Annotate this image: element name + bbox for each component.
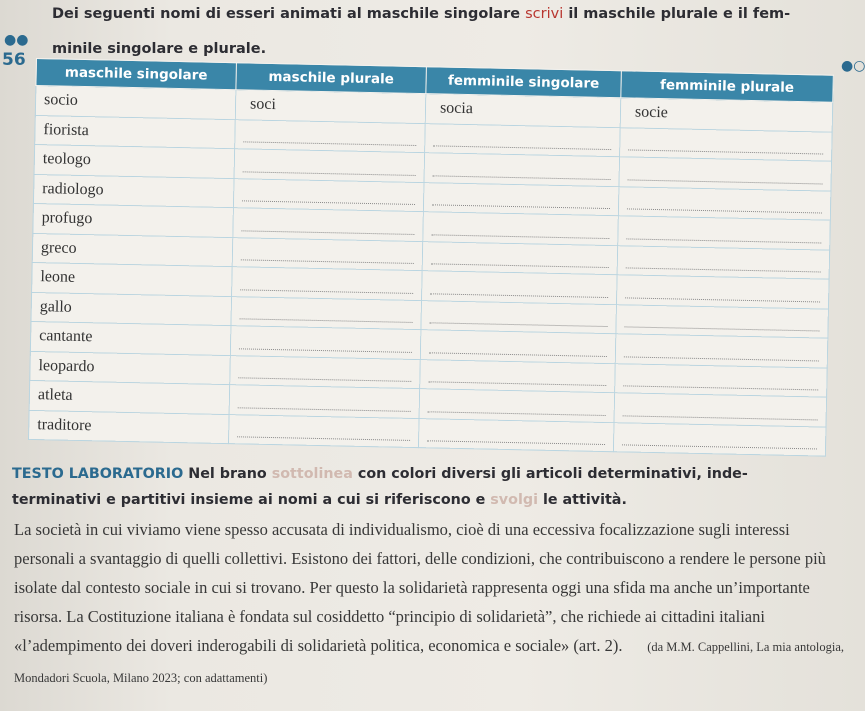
decorative-dots-icon: ●● (4, 32, 29, 48)
lab-faint-1: sottolinea (271, 466, 353, 482)
cell-blank[interactable] (231, 296, 422, 329)
lab-text-2: con colori diversi gli articoli determinativi, inde- (352, 466, 748, 482)
cell-blank[interactable] (618, 216, 831, 250)
cell-given: greco (32, 233, 233, 267)
passage-source: (da M.M. Cappellini, La mia antologia, Mondadori Scuola, Milano 2023; con adattamenti) (14, 640, 845, 685)
lab-instructions (12, 461, 857, 513)
cell-blank[interactable] (420, 359, 616, 393)
cell-blank[interactable] (618, 186, 831, 220)
cell-blank[interactable] (615, 334, 828, 368)
exercise-title-highlight: scrivi (525, 6, 564, 22)
cell-blank[interactable] (616, 304, 829, 338)
cell-blank[interactable] (424, 153, 620, 187)
cell-blank[interactable] (617, 245, 830, 279)
cell-blank[interactable] (234, 149, 425, 182)
exercise-title (52, 4, 857, 24)
cell-given: fiorista (35, 115, 236, 149)
exercise-title-post: il maschile plurale e il fem- (563, 6, 791, 22)
cell-given: gallo (31, 292, 232, 326)
decorative-dots-right-icon: ●○ (841, 58, 865, 74)
lab-text-1: Nel brano (183, 466, 272, 482)
header-maschile-plurale: maschile plurale (236, 63, 427, 94)
exercise-subtitle: minile singolare e plurale. (52, 41, 267, 57)
cell-blank[interactable] (616, 275, 829, 309)
lab-text-4: le attività. (537, 492, 627, 508)
lab-text-3: terminativi e partitivi insieme ai nomi a cui si riferiscono e (12, 492, 491, 508)
cell-answer: socie (620, 98, 833, 132)
cell-given: profugo (33, 203, 234, 237)
cell-blank[interactable] (421, 300, 617, 334)
cell-given: cantante (30, 321, 231, 355)
header-maschile-singolare: maschile singolare (36, 59, 237, 90)
cell-given: socio (35, 86, 236, 120)
lab-faint-2: svolgi (490, 492, 538, 508)
exercise-table (28, 58, 834, 457)
cell-answer: socia (425, 94, 621, 128)
cell-blank[interactable] (233, 208, 424, 241)
cell-given: traditore (29, 410, 230, 444)
cell-blank[interactable] (229, 385, 420, 418)
cell-blank[interactable] (619, 157, 832, 191)
cell-blank[interactable] (419, 389, 615, 423)
cell-blank[interactable] (614, 393, 827, 427)
cell-blank[interactable] (615, 363, 828, 397)
lab-tag: TESTO LABORATORIO (12, 466, 184, 482)
cell-blank[interactable] (418, 418, 614, 452)
cell-given: atleta (29, 380, 230, 414)
passage (14, 515, 854, 693)
cell-blank[interactable] (235, 119, 426, 152)
cell-blank[interactable] (233, 178, 424, 211)
cell-blank[interactable] (423, 182, 619, 216)
cell-given: leopardo (30, 351, 231, 385)
cell-given: teologo (34, 144, 235, 178)
cell-blank[interactable] (423, 212, 619, 246)
header-femminile-plurale: femminile plurale (621, 71, 834, 102)
cell-blank[interactable] (620, 127, 833, 161)
cell-blank[interactable] (425, 123, 621, 157)
cell-answer: soci (235, 90, 426, 123)
exercise-number: 56 (2, 50, 26, 70)
exercise-title-pre: Dei seguenti nomi di esseri animati al maschile singolare (52, 6, 526, 22)
cell-blank[interactable] (232, 267, 423, 300)
cell-blank[interactable] (232, 237, 423, 270)
cell-given: radiologo (33, 174, 234, 208)
header-femminile-singolare: femminile singolare (426, 67, 622, 98)
cell-blank[interactable] (228, 414, 419, 447)
cell-blank[interactable] (230, 355, 421, 388)
cell-blank[interactable] (422, 241, 618, 275)
cell-blank[interactable] (422, 271, 618, 305)
cell-blank[interactable] (613, 422, 826, 456)
passage-body: La società in cui viviamo viene spesso accusata di individualismo, cioè di una eccessiva focalizzazione sugli interessi personali a svantaggio di quelli collettivi. Esistono dei fattori, delle condizioni, che contribuiscono a rendere le persone più isolate dal contesto sociale in cui si trovano. Per questo la solidarietà rappresenta oggi una sfida ma anche un’importante risorsa. La Costituzione italiana è fondata sul cosiddetto “principio di solidarietà”, che richiede ai cittadini italiani «l’adempimento dei doveri inderogabili di solidarietà politica, economica e sociale» (art. 2). (14, 520, 826, 655)
cell-blank[interactable] (420, 330, 616, 364)
cell-blank[interactable] (230, 326, 421, 359)
cell-given: leone (32, 262, 233, 296)
